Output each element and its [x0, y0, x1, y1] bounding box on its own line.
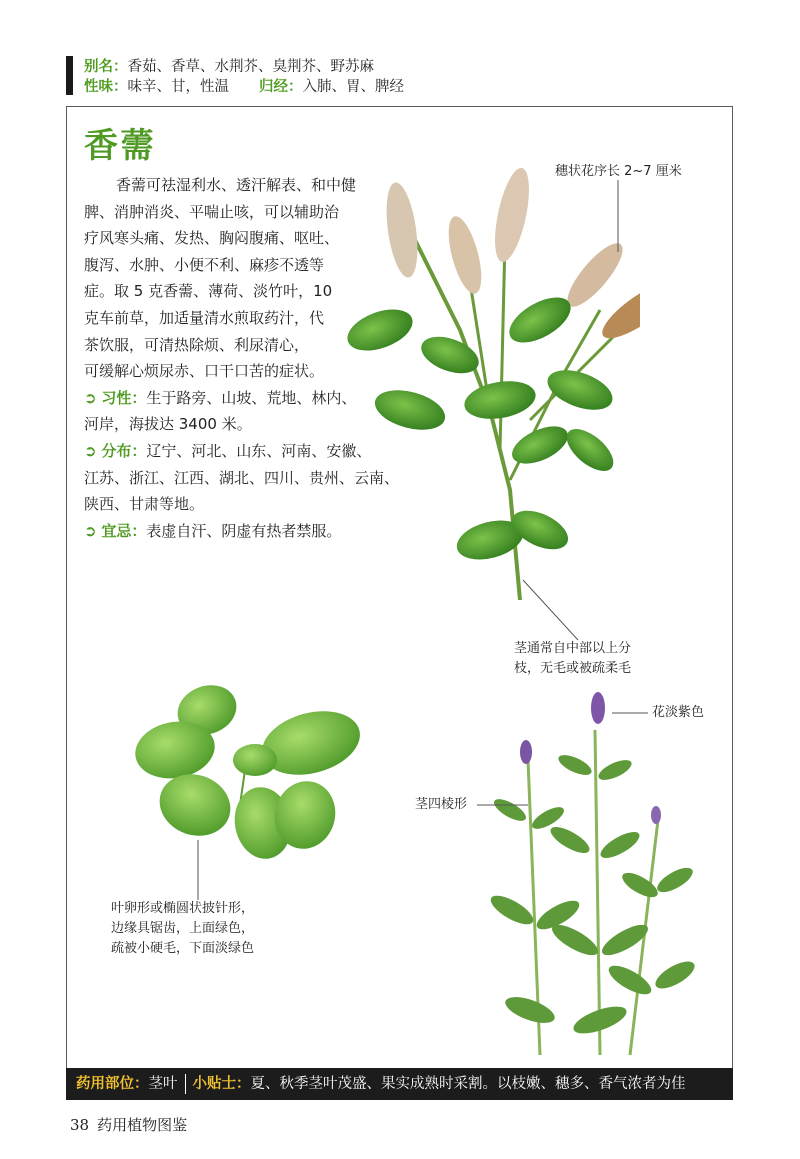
taboo-value: 表虚自汗、阴虚有热者禁服。 — [146, 521, 342, 540]
dist-value-cont: 陕西、甘肃等地。 — [84, 495, 205, 514]
tip-value: 夏、秋季茎叶茂盛、果实成熟时采割。以枝嫩、穗多、香气浓者为佳 — [250, 1076, 686, 1092]
alias-value: 香茹、香草、水荆芥、臭荆芥、野苏麻 — [127, 59, 374, 75]
caption-square-stem: 茎四棱形 — [415, 797, 468, 812]
meridian-value: 入肺、胃、脾经 — [302, 79, 404, 95]
intro-line: 脾、消肿消炎、平喘止咳，可以辅助治 — [84, 202, 340, 221]
habit-label: 习性： — [101, 388, 147, 407]
arrow-icon: ➲ — [84, 521, 97, 540]
caption-leaf-1: 叶卵形或椭圆状披针形， — [111, 901, 255, 916]
intro-line: 疗风寒头痛、发热、胸闷腹痛、呕吐、 — [84, 229, 340, 248]
intro-line: 可缓解心烦尿赤、口干口苦的症状。 — [84, 362, 325, 381]
nature-value: 味辛、甘，性温 — [127, 79, 229, 95]
habit-value-cont: 河岸，海拔达 3400 米。 — [84, 415, 252, 434]
dist-value: 辽宁、河北、山东、河南、安徽、 — [146, 441, 372, 460]
page-footer — [70, 1114, 187, 1135]
taboo-label: 宜忌： — [101, 521, 147, 540]
book-title: 药用植物图鉴 — [97, 1116, 188, 1134]
part-label: 药用部位： — [76, 1076, 149, 1092]
caption-flower: 花淡紫色 — [652, 705, 705, 720]
meridian-label: 归经： — [259, 79, 303, 95]
caption-leaf-3: 疏被小硬毛，下面淡绿色 — [111, 941, 255, 956]
intro-line: 克车前草，加适量清水煎取药汁，代 — [84, 308, 325, 327]
intro-line: 症。取 5 克香薷、薄荷、淡竹叶，10 — [84, 282, 333, 301]
dist-label: 分布： — [101, 441, 147, 460]
caption-stem-2: 枝，无毛或被疏柔毛 — [514, 661, 632, 676]
intro-line: 香薷可祛湿利水、透汗解表、和中健 — [116, 176, 357, 194]
tip-label: 小贴士： — [192, 1076, 251, 1092]
part-value: 茎叶 — [148, 1076, 178, 1092]
footer-divider — [185, 1074, 186, 1094]
caption-leaf-2: 边缘具锯齿，上面绿色， — [111, 921, 255, 936]
intro-line: 腹泻、水肿、小便不利、麻疹不透等 — [84, 255, 325, 274]
caption-spike: 穗状花序长 2~7 厘米 — [555, 164, 682, 179]
alias-label: 别名： — [84, 59, 128, 75]
caption-stem-1: 茎通常自中部以上分 — [514, 641, 632, 656]
dist-value-cont: 江苏、浙江、江西、湖北、四川、贵州、云南、 — [84, 468, 400, 487]
intro-line: 茶饮服，可清热除烦、利尿清心， — [84, 335, 310, 354]
nature-label: 性味： — [84, 79, 128, 95]
footer-bar — [66, 1068, 733, 1100]
arrow-icon: ➲ — [84, 441, 97, 460]
page-number: 38 — [70, 1116, 90, 1134]
page-title: 香薷 — [84, 126, 156, 166]
habit-value: 生于路旁、山坡、荒地、林内、 — [146, 388, 357, 407]
arrow-icon: ➲ — [84, 388, 97, 407]
